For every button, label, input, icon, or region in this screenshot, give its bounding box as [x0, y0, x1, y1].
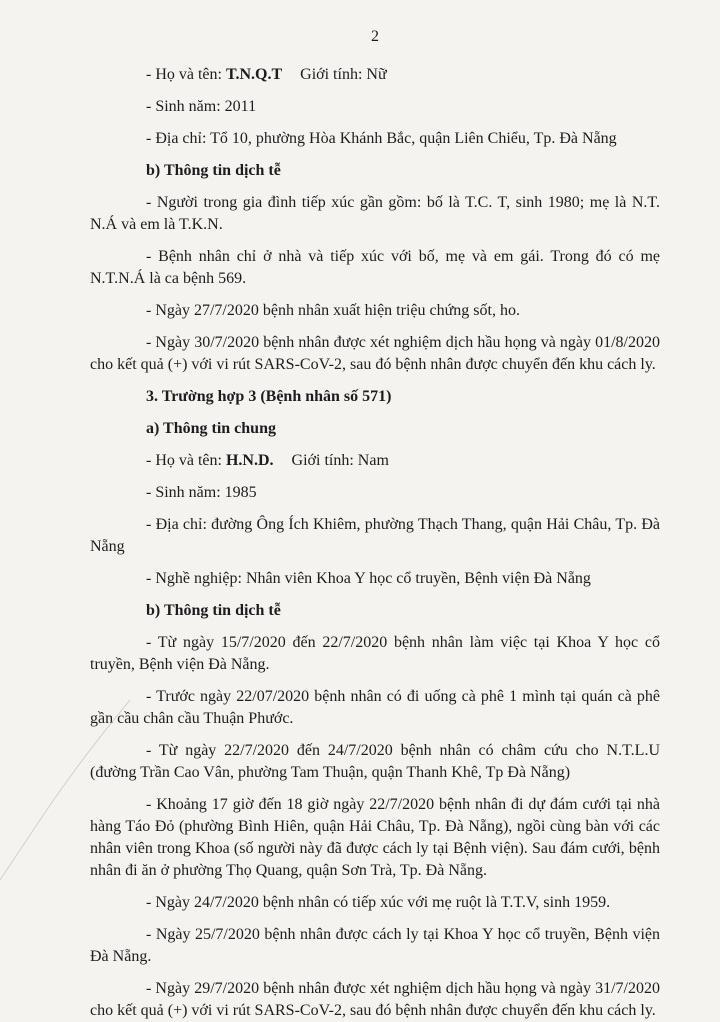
page-number: 2: [371, 28, 379, 45]
case3-occupation: - Nghề nghiệp: Nhân viên Khoa Y học cổ truyền, Bệnh viện Đà Nẵng: [146, 570, 591, 587]
case2-name-line: [90, 64, 660, 86]
case3-name-line: [90, 450, 660, 472]
case2-name-value: T.N.Q.T: [225, 66, 283, 83]
case3-epi-item: - Từ ngày 15/7/2020 đến 22/7/2020 bệnh nhân làm việc tại Khoa Y học cổ truyền, Bệnh viện Đà Nẵng.: [90, 634, 660, 673]
case-2-section: [90, 64, 660, 376]
case2-gender: Giới tính: Nữ: [300, 66, 387, 83]
case2-epi-item: - Ngày 30/7/2020 bệnh nhân được xét nghiệm dịch hầu họng và ngày 01/8/2020 cho kết quả (+) với vi rút SARS-CoV-2, sau đó bệnh nhân được chuyển đến khu cách ly.: [90, 334, 660, 373]
case-3-section: [90, 386, 660, 1022]
case3-birth: - Sinh năm: 1985: [146, 484, 257, 501]
case3-epi-item: - Khoảng 17 giờ đến 18 giờ ngày 22/7/2020 bệnh nhân đi dự đám cưới tại nhà hàng Táo Đỏ (phường Bình Hiên, quận Hải Châu, Tp. Đà Nẵng), ngồi cùng bàn với các nhân viên trong Khoa (số người này đã được cách ly tại Bệnh viện). Sau đám cưới, bệnh nhân đi ăn ở phường Thọ Quang, quận Sơn Trà, Tp. Đà Nẵng.: [90, 796, 660, 879]
case3-gender: Giới tính: Nam: [291, 452, 389, 469]
case2-birth: - Sinh năm: 2011: [146, 98, 257, 115]
case3-address: - Địa chỉ: đường Ông Ích Khiêm, phường Thạch Thang, quận Hải Châu, Tp. Đà Nẵng: [90, 516, 660, 555]
case3-name-label: - Họ và tên:: [146, 452, 226, 469]
case2-epi-item: - Người trong gia đình tiếp xúc gần gồm: bố là T.C. T, sinh 1980; mẹ là N.T. N.Á và em là T.K.N.: [90, 194, 660, 233]
case2-address: - Địa chỉ: Tổ 10, phường Hòa Khánh Bắc, quận Liên Chiểu, Tp. Đà Nẵng: [146, 130, 617, 147]
case3-name-value: H.N.D.: [225, 452, 274, 469]
case2-name-label: - Họ và tên:: [146, 66, 226, 83]
case3-epi-item: - Trước ngày 22/07/2020 bệnh nhân có đi uống cà phê 1 mình tại quán cà phê gần cầu chân cầu Thuận Phước.: [90, 688, 660, 727]
case3-heading: 3. Trường hợp 3 (Bệnh nhân số 571): [146, 388, 392, 405]
case3-epi-heading: b) Thông tin dịch tễ: [146, 602, 281, 619]
case2-epi-item: - Bệnh nhân chỉ ở nhà và tiếp xúc với bố, mẹ và em gái. Trong đó có mẹ N.T.N.Á là ca bệnh 569.: [90, 248, 660, 287]
case3-epi-item: - Ngày 29/7/2020 bệnh nhân được xét nghiệm dịch hầu họng và ngày 31/7/2020 cho kết quả (+) với vi rút SARS-CoV-2, sau đó bệnh nhân được chuyển đến khu cách ly.: [90, 980, 660, 1019]
case3-general-heading: a) Thông tin chung: [146, 420, 276, 437]
case3-epi-item: - Ngày 24/7/2020 bệnh nhân có tiếp xúc với mẹ ruột là T.T.V, sinh 1959.: [146, 894, 611, 911]
case3-epi-item: - Từ ngày 22/7/2020 đến 24/7/2020 bệnh nhân có châm cứu cho N.T.L.U (đường Trần Cao Vân, phường Tam Thuận, quận Thanh Khê, Tp Đà Nẵng): [90, 742, 660, 781]
case2-epi-item: - Ngày 27/7/2020 bệnh nhân xuất hiện triệu chứng sốt, ho.: [146, 302, 520, 319]
case2-epi-heading: b) Thông tin dịch tễ: [146, 162, 281, 179]
case3-epi-item: - Ngày 25/7/2020 bệnh nhân được cách ly tại Khoa Y học cổ truyền, Bệnh viện Đà Nẵng.: [90, 926, 660, 965]
